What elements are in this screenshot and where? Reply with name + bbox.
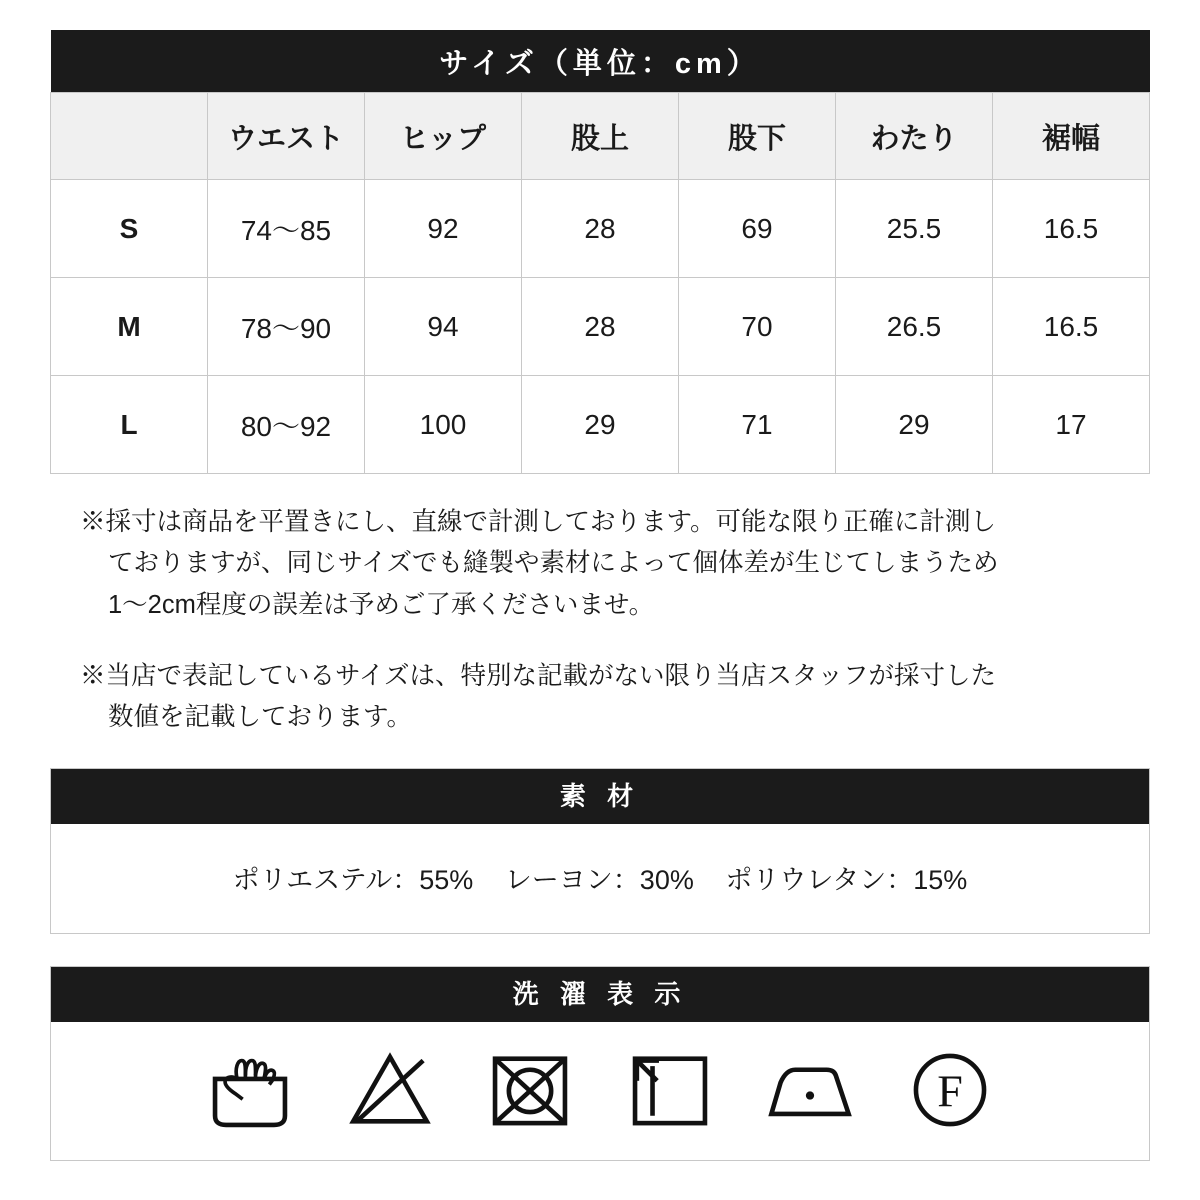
wash-panel-title: 洗 濯 表 示 — [51, 967, 1149, 1022]
cell-s-hip: 92 — [365, 180, 522, 278]
cell-l-thigh: 29 — [836, 376, 993, 474]
cell-l-hem: 17 — [993, 376, 1150, 474]
wash-icon-row — [51, 1022, 1149, 1160]
cell-l-hip: 100 — [365, 376, 522, 474]
material-item-polyester: ポリエステル：55% — [232, 865, 474, 896]
note-1-line-1: ※採寸は商品を平置きにし、直線で計測しております。可能な限り正確に計測し — [80, 508, 996, 536]
size-table-corner-cell — [51, 93, 208, 180]
cell-s-waist: 74〜85 — [208, 180, 365, 278]
cell-l-waist: 80〜92 — [208, 376, 365, 474]
size-table-col-rise: 股上 — [522, 93, 679, 180]
wash-panel — [50, 966, 1150, 1161]
size-row-label-s: S — [51, 180, 208, 278]
size-table-title-row — [51, 30, 1150, 93]
cell-s-rise: 28 — [522, 180, 679, 278]
cell-m-thigh: 26.5 — [836, 278, 993, 376]
size-table-col-thigh: わたり — [836, 93, 993, 180]
cell-s-hem: 16.5 — [993, 180, 1150, 278]
table-row — [51, 180, 1150, 278]
cell-l-rise: 29 — [522, 376, 679, 474]
size-table-col-hem: 裾幅 — [993, 93, 1150, 180]
cell-s-thigh: 25.5 — [836, 180, 993, 278]
material-item-polyurethane: ポリウレタン：15% — [725, 865, 968, 896]
note-measurement — [80, 502, 1090, 626]
note-1-line-2: ておりますが、同じサイズでも縫製や素材によって個体差が生じてしまうため — [108, 549, 999, 578]
no-tumble-dry-icon — [484, 1044, 576, 1136]
size-table-title: サイズ（単位：cm） — [51, 30, 1150, 93]
size-table-header-row — [51, 93, 1150, 180]
cell-m-hip: 94 — [365, 278, 522, 376]
cell-m-waist: 78〜90 — [208, 278, 365, 376]
material-panel — [50, 768, 1150, 934]
size-table-col-waist: ウエスト — [208, 93, 365, 180]
cell-m-inseam: 70 — [679, 278, 836, 376]
table-row — [51, 376, 1150, 474]
material-panel-title: 素 材 — [51, 769, 1149, 824]
table-row — [51, 278, 1150, 376]
cell-m-rise: 28 — [522, 278, 679, 376]
line-dry-in-shade-icon — [624, 1044, 716, 1136]
panel-gap — [50, 934, 1150, 960]
note-staff-measurement — [80, 656, 1090, 739]
size-table-col-hip: ヒップ — [365, 93, 522, 180]
material-panel-body — [51, 824, 1149, 933]
size-table-col-inseam: 股下 — [679, 93, 836, 180]
size-table — [50, 30, 1150, 474]
cell-l-inseam: 71 — [679, 376, 836, 474]
hand-wash-icon — [204, 1044, 296, 1136]
measurement-notes — [80, 502, 1090, 738]
cell-s-inseam: 69 — [679, 180, 836, 278]
note-2-line-2: 数値を記載しております。 — [108, 703, 412, 732]
dry-clean-f-icon — [904, 1044, 996, 1136]
iron-low-icon — [764, 1044, 856, 1136]
cell-m-hem: 16.5 — [993, 278, 1150, 376]
note-1-line-3: 1〜2cm程度の誤差は予めご了承くださいませ。 — [108, 590, 655, 619]
size-row-label-l: L — [51, 376, 208, 474]
material-item-rayon: レーヨン：30% — [504, 865, 694, 896]
size-row-label-m: M — [51, 278, 208, 376]
no-bleach-icon — [344, 1044, 436, 1136]
svg-text:F: F — [937, 1066, 963, 1118]
note-2-line-1: ※当店で表記しているサイズは、特別な記載がない限り当店スタッフが採寸した — [80, 661, 996, 690]
